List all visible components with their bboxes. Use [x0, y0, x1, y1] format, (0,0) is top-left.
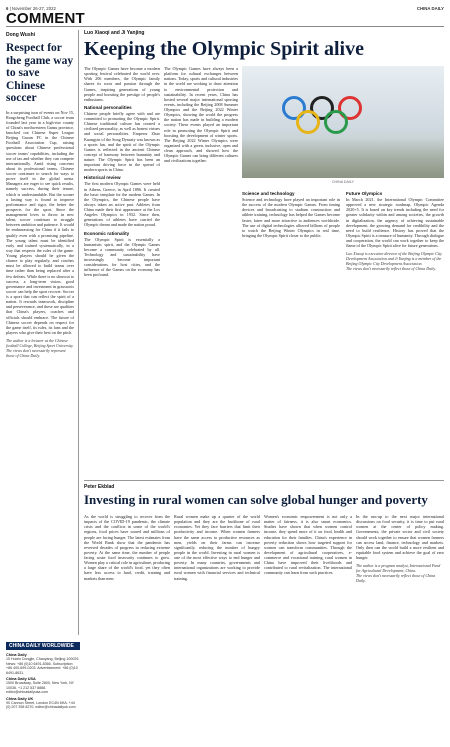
left-author-note: The author is a lecturer at the Chinese football College, Beijing Sport University. — [6, 338, 74, 348]
bottom-column-4 — [356, 514, 444, 742]
footer-bar: CHINA DAILY WORLDWIDE — [6, 642, 80, 650]
bottom-author: Peter Ekblad — [84, 484, 115, 490]
footer-title-3: China Daily UK — [6, 696, 34, 701]
footer-info-3: 90 Cannon Street, London EC4N 6HA. +44 (0) 207 398 8270. editor@chinadailyuk.com — [6, 701, 76, 710]
feature-para-3: The Olympic Spirit is essentially a humanistic spirit, and the Olympic Games become a community celebrated by all. Technology and sustainability have increasingly become important considerations for host cities, and the influence of the Games on the economy has been profound. — [84, 236, 160, 278]
footer-title-2: China Daily USA — [6, 677, 36, 682]
bottom-para-3: Women's economic empowerment is not only a matter of fairness, it is also smart economics. Studies have shown that when women control income, they spend more of it on food, health and education for their families. China's experience in poverty reduction shows how targeted support for women can transform communities. Through the development of agricultural cooperatives, e-commerce and vocational training, rural women in China have improved their livelihoods and contributed to rural revitalization. The international community can learn from such practices. — [264, 514, 352, 576]
feature-column-1 — [84, 66, 160, 476]
feature-para-2: The first modern Olympic Games were held in Athens, Greece, in April 1896. It created the basic template for the modern Games. In the Olympics, the Chinese people have always taken an active part. Athletes from China made their first appearance at the Los Angeles Olympics in 1932. Since then, generations of athletes have carried the Olympic dream and made the nation proud. — [84, 181, 160, 228]
feature-subhead-2: Historical review — [84, 175, 121, 181]
page-info: 6 | November 26-27, 2022 — [6, 5, 56, 11]
left-author: Dong Wushi — [6, 32, 36, 38]
left-disclaimer: The views don't necessarily represent those of China Daily. — [6, 348, 66, 358]
feature-subhead-5: Future Olympics — [346, 191, 383, 196]
feature-author-note: Luo Xiaoqi is executive director of the Beijing Olympic City Development Association and Ji Yanjing is a member of the Beijing Olympic City Development Association. — [346, 251, 442, 267]
column-divider — [78, 30, 79, 635]
bottom-column-2 — [174, 514, 260, 742]
footer-info-2: 1500 Broadway, Suite 2800, New York, NY 10036. +1 212 537 8888. editor@chinadailyusa.com — [6, 681, 74, 695]
left-article — [6, 32, 74, 635]
feature-para-5: In March 2021, the International Olympic Committee approved a new strategic roadmap, Olympic Agenda 2020+5. It is based on key trends including the need for greater solidarity within and among societies, the growth in digitalization, the urgency of achieving sustainable development, the growing demand for credibility and the need to build resilience. History has proved that the Olympic Spirit is a treasure of humanity. Through dialogue and cooperation, the world can work together to keep the flame of the Olympic Spirit alive for future generations. — [346, 197, 444, 249]
feature-headline: Keeping the Olympic Spirit alive — [84, 38, 364, 60]
bottom-author-note: The author is a program analyst, International Fund for Agricultural Development, China. — [356, 563, 441, 574]
photo-ground — [242, 138, 444, 178]
green-ring-icon — [324, 110, 348, 134]
bottom-column-1 — [84, 514, 170, 742]
olympic-rings-photo — [242, 66, 444, 178]
section-title: COMMENT — [6, 10, 85, 27]
bottom-header — [84, 484, 444, 514]
feature-header — [84, 30, 444, 60]
feature-disclaimer: The views don't necessarily reflect those of China Daily. — [346, 266, 436, 272]
masthead-footer — [6, 642, 80, 742]
feature-para-4: Science and technology have played an important role in the success of the modern Olympic Games. From timing devices and broadcasting to stadium construction and athlete training, technology has helped the Games become faster, fairer and more attractive to audiences worldwide. The use of digital technologies allowed billions of people to watch the Beijing Winter Olympics in real time, bringing the Olympic Spirit closer to the public. — [242, 197, 340, 238]
footer-contacts — [6, 653, 80, 710]
horizontal-divider — [84, 480, 444, 481]
publication-name: CHINA DAILY — [416, 5, 444, 11]
photo-credit: CHINA DAILY — [331, 180, 355, 184]
footer-info-1: 15 Huixin Dongjie, Chaoyang, Beijing 100029. News: +86 (0)10 6491-8366. Subscription: +86 400-699-0203. Advertisement: +86 (0)10 6491-8631. — [6, 657, 80, 675]
section-header — [6, 11, 444, 27]
feature-subhead-1: National personalities — [84, 104, 132, 110]
bottom-headline: Investing in rural women can solve global hunger and poverty — [84, 492, 428, 507]
footer-title-1: China Daily — [6, 653, 27, 657]
feature-para-1: Chinese people briefly agree with and are committed to promoting the Olympic Spirit. Chinese traditional culture has created a civilized personality, as well as honest virtues and social personalities. Emperor Zhao Kuangyin of the Song Dynasty was known as a sports fan, and the spirit of the Olympic Games is reflected in the ancient Chinese concept of harmony between humanity and nature. The Olympic Spirit has been an important driving force in the spread of modern sports in China. — [84, 110, 160, 173]
bottom-column-3 — [264, 514, 352, 742]
bottom-disclaimer: The views don't necessarily reflect those of China Daily. — [356, 573, 436, 584]
feature-authors: Luo Xiaoqi and Ji Yanjing — [84, 30, 145, 36]
feature-column-4 — [346, 188, 444, 476]
left-body: In a surprising turn of events on Nov 15, Rongcheng Football Club, a soccer team founded last year in a high-rise county of China's northwestern Gansu province, knocked out Chinese Super League Beijing Guoan FC in the Chinese Football Association Cup, raising questions about Chinese professional soccer teams' capabilities, including the use of tax and whether they can compete internationally. Amid rising concerns about its professional teams, Chinese soccer continues to search for ways to prove itself in the global arena. Managers are eager to see quick results, namely success, during their tenure, which is understandable. But the sooner a lasting way is found to improve performance and rigor, the better the prospects for the sport. Since the management loves to throw in new talent, soccer continues to struggle between ambition and patience. It would be embarrassing for China if it fails to qualify even with a promising pipeline. The young talent must be identified early and trained systematically, in a way that respects the rules of the game. Young players should be given the chance to play regularly, and coaches must be allowed to build teams over time rather than being replaced after a few defeats. While there is no shortcut to success, a long-term vision, good governance and investment in grassroots soccer can help the sport recover. Soccer is a sport that can reflect the spirit of a nation. It rewards teamwork, discipline and perseverance, and these are qualities that China's players, coaches and officials should embrace. The future of Chinese soccer depends on respect for the game itself, its rules, its fans and the players who give their best on the pitch. — [6, 109, 74, 335]
feature-column-2 — [164, 66, 238, 476]
feature-column-3 — [242, 188, 340, 476]
bottom-para-2: Rural women make up a quarter of the world population and they are the backbone of rural economies. Yet they face barriers that limit their productivity and income. When women farmers have the same access to productive resources as men, yields on their farms can increase significantly, reducing the number of hungry people in the world. Investing in rural women is one of the most effective ways to end hunger and poverty. In many countries, governments and international organizations are working to provide rural women with financial services and technical training. — [174, 514, 260, 581]
bottom-para-4: In the run-up to the next major international discussions on food security, it is time to put rural women at the center of policy making. Governments, the private sector and civil society should work together to ensure that women farmers can access land, finance, technology and markets. Only then can the world build a more resilient and equitable food system and achieve the goal of zero hunger. — [356, 514, 444, 560]
left-headline: Respect for the game way to save Chinese soccer — [6, 42, 74, 104]
yellow-ring-icon — [296, 110, 320, 134]
feature-intro: The Olympic Games have become a modern sporting festival celebrated the world over. With 206 members, the Olympic family shares its roots and passion through the Games, inspiring generations of young people and boosting the prestige of people's enthusiasm. — [84, 66, 160, 102]
feature-subhead-3: Economic rationality — [84, 230, 130, 236]
feature-para-col2: The Olympic Games have always been a platform for cultural exchanges between nations. Today, sports and cultural industries in the world are working to draw attention to environmental protection and sustainability. In recent years, China has hosted several major international sporting events, including the Beijing 2008 Summer Olympics and the Beijing 2022 Winter Olympics, showing the world the progress the nation has made in building a modern society. These events played an important role in promoting the Olympic Spirit and boosting the development of winter sports. The Beijing 2022 Winter Olympics were organized with a green, inclusive, open and clean approach, and showed how the Olympic Games can bring different cultures and civilizations together. — [164, 66, 238, 164]
bottom-para-1: As the world is struggling to recover from the impacts of the COVID-19 pandemic, the climate crisis and the conflicts in some of the world's regions, food prices have soared and millions of people are facing hunger. The latest estimates from the World Bank show that the pandemic has reversed decades of progress in reducing extreme poverty. At the same time, the number of people facing acute food insecurity continues to grow. Women play a critical role in agriculture, producing a large share of the world's food, yet they often have less access to land, credit, training and markets than men. — [84, 514, 170, 581]
feature-subhead-4: Science and technology — [242, 191, 295, 196]
